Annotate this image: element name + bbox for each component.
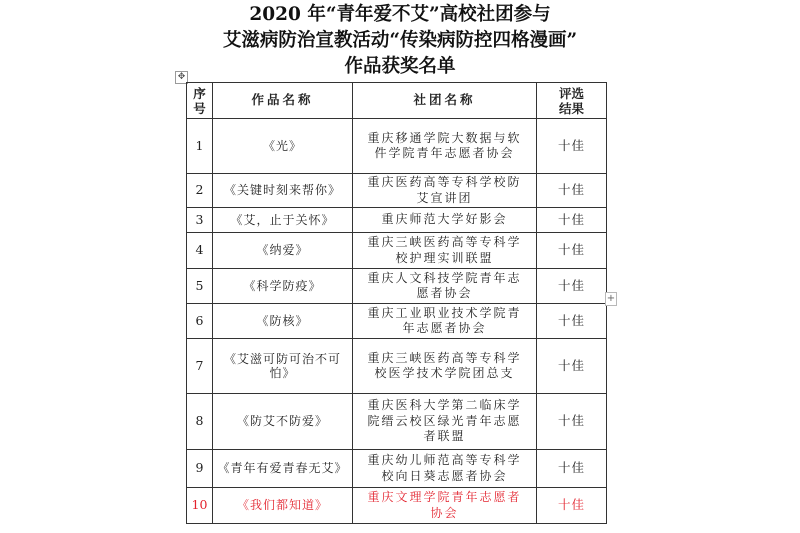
header-row <box>187 83 607 119</box>
table-row <box>187 233 607 269</box>
cell-work-name: 《光》 <box>213 119 353 174</box>
cell-result: 十佳 <box>537 119 607 174</box>
cell-serial: 7 <box>187 339 213 394</box>
header-serial <box>187 83 213 119</box>
table-row <box>187 174 607 208</box>
cell-club-name: 重庆人文科技学院青年志愿者协会 <box>353 269 537 304</box>
cell-result: 十佳 <box>537 488 607 524</box>
cell-work-name: 《关键时刻来帮你》 <box>213 174 353 208</box>
title-line-3: 作品获奖名单 <box>344 56 456 77</box>
cell-serial: 3 <box>187 208 213 233</box>
cell-serial: 6 <box>187 304 213 339</box>
cell-club-name: 重庆医科大学第二临床学院缙云校区绿光青年志愿者联盟 <box>353 394 537 450</box>
cell-serial: 5 <box>187 269 213 304</box>
table-row <box>187 339 607 394</box>
cell-result: 十佳 <box>537 233 607 269</box>
cell-club-name: 重庆工业职业技术学院青年志愿者协会 <box>353 304 537 339</box>
table-row <box>187 394 607 450</box>
cell-serial: 8 <box>187 394 213 450</box>
cell-club-name: 重庆三峡医药高等专科学校护理实训联盟 <box>353 233 537 269</box>
cell-club-name: 重庆师范大学好影会 <box>353 208 537 233</box>
cell-serial: 10 <box>187 488 213 524</box>
table-row <box>187 269 607 304</box>
awards-table <box>186 82 607 524</box>
cell-work-name: 《青年有爱青春无艾》 <box>213 450 353 488</box>
header-club-name: 社团名称 <box>353 83 537 119</box>
cell-club-name: 重庆三峡医药高等专科学校医学技术学院团总支 <box>353 339 537 394</box>
cell-work-name: 《纳爱》 <box>213 233 353 269</box>
cell-serial: 9 <box>187 450 213 488</box>
table-row <box>187 488 607 524</box>
header-serial-text: 序号 <box>193 85 206 116</box>
table-move-handle-icon[interactable]: ✥ <box>175 71 188 84</box>
table-row <box>187 119 607 174</box>
cell-work-name: 《我们都知道》 <box>213 488 353 524</box>
cell-serial: 1 <box>187 119 213 174</box>
title-line-1: 2020 年“青年爱不艾”高校社团参与 <box>249 4 551 25</box>
cell-work-name: 《艾，止于关怀》 <box>213 208 353 233</box>
cell-serial: 4 <box>187 233 213 269</box>
cell-result: 十佳 <box>537 339 607 394</box>
title-line-2: 艾滋病防治宣教活动“传染病防控四格漫画” <box>222 30 578 51</box>
header-result-text: 评选结果 <box>558 85 584 116</box>
cell-club-name: 重庆幼儿师范高等专科学校向日葵志愿者协会 <box>353 450 537 488</box>
cell-result: 十佳 <box>537 394 607 450</box>
header-result <box>537 83 607 119</box>
table-row <box>187 450 607 488</box>
table-row <box>187 208 607 233</box>
cell-serial: 2 <box>187 174 213 208</box>
table-row <box>187 304 607 339</box>
cell-work-name: 《科学防疫》 <box>213 269 353 304</box>
header-work-name: 作品名称 <box>213 83 353 119</box>
cell-result: 十佳 <box>537 174 607 208</box>
cell-work-name: 《艾滋可防可治不可怕》 <box>213 339 353 394</box>
add-column-icon[interactable]: + <box>606 293 616 304</box>
cell-result: 十佳 <box>537 208 607 233</box>
cell-result: 十佳 <box>537 269 607 304</box>
cell-club-name: 重庆医药高等专科学校防艾宣讲团 <box>353 174 537 208</box>
cell-club-name: 重庆文理学院青年志愿者协会 <box>353 488 537 524</box>
cell-work-name: 《防核》 <box>213 304 353 339</box>
cell-club-name: 重庆移通学院大数据与软件学院青年志愿者协会 <box>353 119 537 174</box>
cell-result: 十佳 <box>537 450 607 488</box>
cell-work-name: 《防艾不防爱》 <box>213 394 353 450</box>
cell-result: 十佳 <box>537 304 607 339</box>
